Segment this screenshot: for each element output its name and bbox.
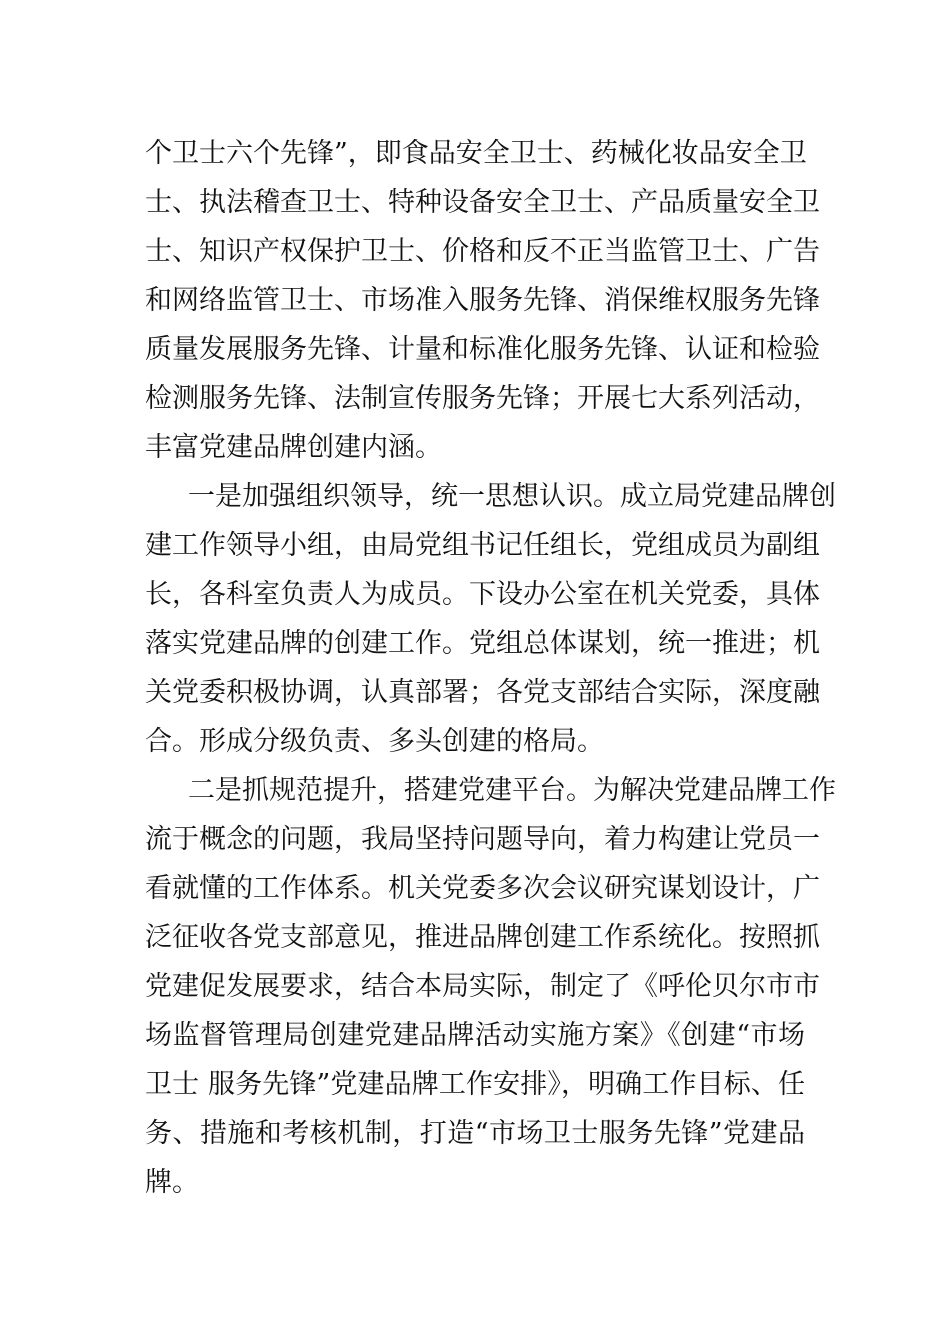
line-text: 流于概念的问题，我局坚持问题导向，着力构建让党员一 (145, 824, 820, 855)
line-text: 长，各科室负责人为成员。下设办公室在机关党委，具体 (145, 579, 820, 610)
text-line (0, 276, 950, 326)
text-line (0, 521, 950, 571)
line-text: 合。形成分级负责、多头创建的格局。 (145, 726, 604, 757)
text-line (0, 570, 950, 620)
text-line (0, 913, 950, 963)
text-line (0, 815, 950, 865)
text-line (0, 962, 950, 1012)
line-text: 场监督管理局创建党建品牌活动实施方案》《创建“市场 (145, 1020, 805, 1051)
text-line (0, 1011, 950, 1061)
text-line (0, 178, 950, 228)
line-text: 一是加强组织领导，统一思想认识。成立局党建品牌创 (188, 481, 836, 512)
line-text: 泛征收各党支部意见，推进品牌创建工作系统化。按照抓 (145, 922, 820, 953)
text-line (0, 864, 950, 914)
text-line (0, 423, 950, 473)
text-line (0, 129, 950, 179)
line-text: 士、执法稽查卫士、特种设备安全卫士、产品质量安全卫 (145, 187, 820, 218)
text-line (0, 227, 950, 277)
line-text: 士、知识产权保护卫士、价格和反不正当监管卫士、广告 (145, 236, 820, 267)
text-line (0, 619, 950, 669)
line-text: 丰富党建品牌创建内涵。 (145, 432, 442, 463)
line-text: 个卫士六个先锋”，即食品安全卫士、药械化妆品安全卫 (145, 138, 807, 169)
line-text: 看就懂的工作体系。机关党委多次会议研究谋划设计，广 (145, 873, 820, 904)
text-line (0, 1109, 950, 1159)
paragraph-first-line (0, 766, 950, 816)
line-text: 落实党建品牌的创建工作。党组总体谋划，统一推进；机 (145, 628, 820, 659)
text-line (0, 1158, 950, 1208)
text-line (0, 374, 950, 424)
text-line (0, 717, 950, 767)
line-text: 关党委积极协调，认真部署；各党支部结合实际，深度融 (145, 677, 820, 708)
line-text: 和网络监管卫士、市场准入服务先锋、消保维权服务先锋 (145, 285, 820, 316)
line-text: 检测服务先锋、法制宣传服务先锋；开展七大系列活动， (145, 383, 820, 414)
paragraph-first-line (0, 472, 950, 522)
text-line (0, 325, 950, 375)
text-line (0, 1060, 950, 1110)
line-text: 务、措施和考核机制，打造“市场卫士服务先锋”党建品 (145, 1118, 805, 1149)
text-line (0, 668, 950, 718)
line-text: 建工作领导小组，由局党组书记任组长，党组成员为副组 (145, 530, 820, 561)
line-text: 卫士 服务先锋”党建品牌工作安排》，明确工作目标、任 (145, 1069, 805, 1100)
line-text: 牌。 (145, 1167, 199, 1198)
line-text: 党建促发展要求，结合本局实际，制定了《呼伦贝尔市市 (145, 971, 820, 1002)
line-text: 二是抓规范提升，搭建党建平台。为解决党建品牌工作 (188, 775, 836, 806)
line-text: 质量发展服务先锋、计量和标准化服务先锋、认证和检验 (145, 334, 820, 365)
